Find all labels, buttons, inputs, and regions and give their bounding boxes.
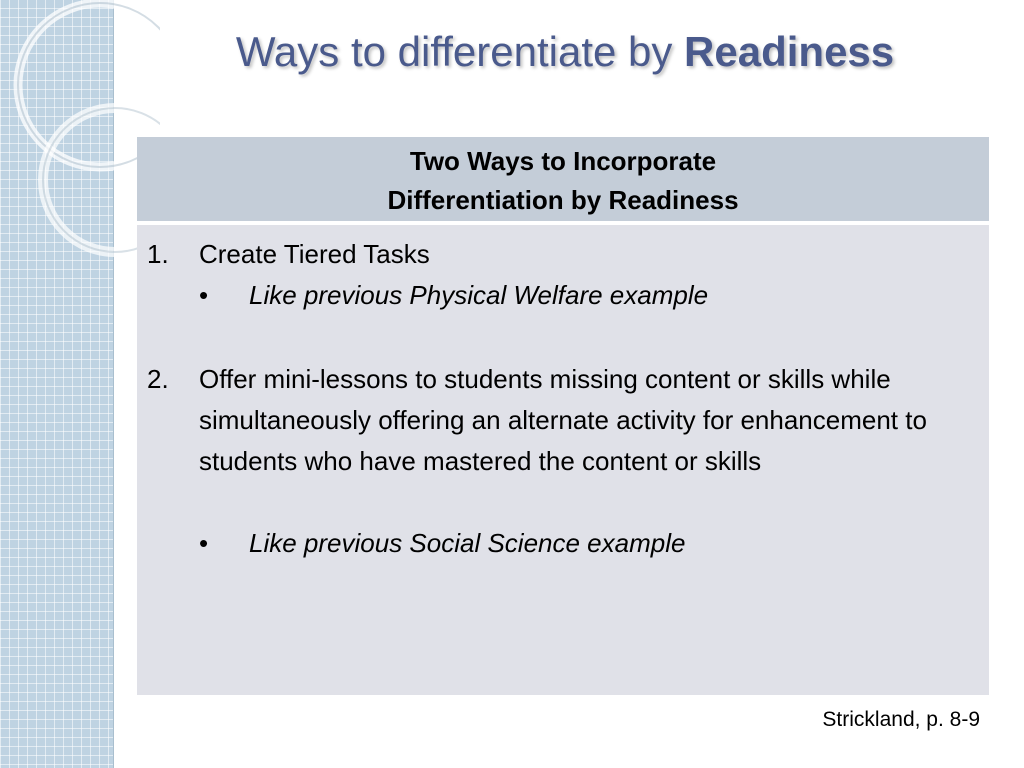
list-item-example-text: Like previous Social Science example <box>249 528 686 558</box>
list-item-text: Create Tiered Tasks <box>199 239 430 269</box>
list-item-example-text: Like previous Physical Welfare example <box>249 280 709 310</box>
list-item-number: 2. <box>147 364 169 394</box>
bullet-icon: • <box>199 280 209 310</box>
citation: Strickland, p. 8-9 <box>822 708 980 731</box>
table-header <box>137 137 989 225</box>
bullet-icon: • <box>199 528 209 558</box>
title-prefix: Ways to differentiate by <box>235 28 685 75</box>
table-header-line-1: Two Ways to Incorporate <box>409 146 717 176</box>
title-emphasis: Readiness <box>684 28 895 75</box>
list-item-text: Offer mini-lessons to students missing content or skills while simultaneously offering an alternate activity for enhancement to students who have mastered the content or skills <box>199 364 927 476</box>
slide-title <box>140 28 990 76</box>
table-body <box>137 229 989 695</box>
list-item-number: 1. <box>147 239 169 269</box>
readiness-table <box>137 137 989 695</box>
table-header-line-2: Differentiation by Readiness <box>387 185 739 215</box>
decorative-rings <box>0 0 160 260</box>
